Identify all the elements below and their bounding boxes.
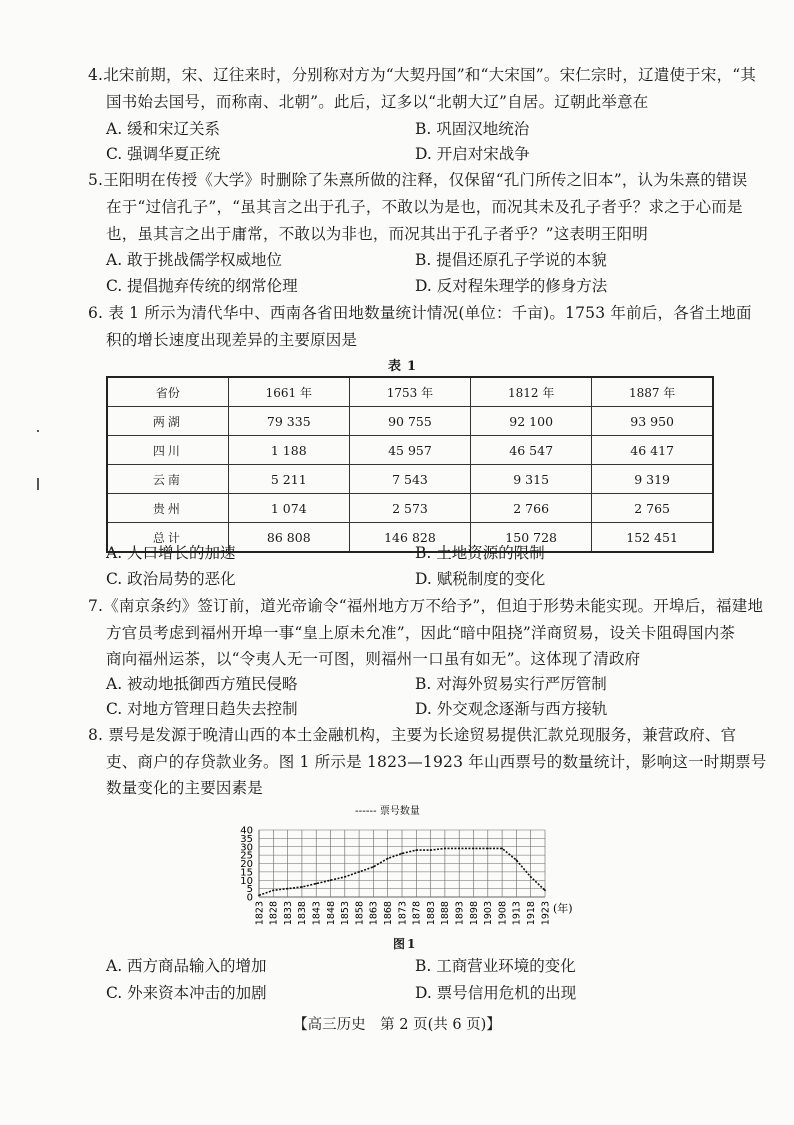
table-row bbox=[107, 494, 713, 523]
q8-option-a: A. 西方商品输入的增加 bbox=[106, 957, 267, 975]
q8-option-c: C. 外来资本冲击的加剧 bbox=[106, 984, 267, 1002]
table-cell: 总计 bbox=[107, 523, 228, 553]
y-tick-label: 5 bbox=[246, 884, 253, 896]
table-cell: 79 335 bbox=[228, 407, 349, 436]
x-tick-label: 1888 bbox=[440, 901, 452, 926]
x-tick-label: 1878 bbox=[411, 901, 423, 926]
q4-option-a: A. 缓和宋辽关系 bbox=[106, 120, 221, 138]
q6-option-d: D. 赋税制度的变化 bbox=[415, 570, 546, 588]
table-cell: 46 547 bbox=[471, 436, 592, 465]
q4-option-d: D. 开启对宋战争 bbox=[415, 145, 530, 163]
x-tick-label: 1893 bbox=[454, 901, 466, 926]
q4-stem-line: 4.北宋前期，宋、辽往来时，分别称对方为“大契丹国”和“大宋国”。宋仁宗时，辽遣使于宋，“其 bbox=[88, 66, 757, 84]
q5-stem-line: 也，虽其言之出于庸常，不敢以为非也，而况其出于孔子者乎？”这表明王阳明 bbox=[106, 225, 648, 243]
table-cell: 四川 bbox=[107, 436, 228, 465]
data-point bbox=[444, 848, 446, 850]
y-tick-label: 25 bbox=[240, 850, 253, 862]
q6-option-b: B. 土地资源的限制 bbox=[415, 544, 545, 562]
q6-option-c: C. 政治局势的恶化 bbox=[106, 570, 236, 588]
q5-option-a: A. 敢于挑战儒学权威地位 bbox=[106, 251, 283, 269]
q5-option-c: C. 提倡抛弃传统的纲常伦理 bbox=[106, 277, 298, 295]
table-cell: 9 315 bbox=[471, 465, 592, 494]
data-point bbox=[287, 888, 289, 890]
chart-x-unit: (年) bbox=[553, 902, 573, 915]
table-cell: 152 451 bbox=[592, 523, 713, 553]
q7-option-a: A. 被动地抵御西方殖民侵略 bbox=[106, 675, 298, 693]
table-cell: 46 417 bbox=[592, 436, 713, 465]
data-point bbox=[430, 849, 432, 851]
q5-option-b: B. 提倡还原孔子学说的本貌 bbox=[415, 251, 607, 269]
data-point bbox=[516, 859, 518, 861]
q5-stem-line: 在于“过信孔子”，“虽其言之出于孔子，不敢以为是也，而况其未及孔子者乎？求之于心而是 bbox=[106, 198, 743, 216]
table-cell: 2 765 bbox=[592, 494, 713, 523]
data-point bbox=[401, 853, 403, 855]
data-point bbox=[387, 858, 389, 860]
data-point bbox=[301, 886, 303, 888]
x-tick-label: 1833 bbox=[282, 901, 294, 926]
q5-option-d: D. 反对程朱理学的修身方法 bbox=[415, 277, 608, 295]
data-point bbox=[258, 894, 260, 896]
q8-stem-line: 吏、商户的存贷款业务。图 1 所示是 1823—1923 年山西票号的数量统计，影响这一时期票号 bbox=[106, 753, 767, 771]
q6-stem-line: 积的增长速度出现差异的主要原因是 bbox=[106, 331, 358, 349]
x-tick-label: 1868 bbox=[383, 901, 394, 926]
x-tick-label: 1918 bbox=[526, 901, 537, 926]
x-tick-label: 1828 bbox=[268, 901, 280, 926]
chart-y-ticks bbox=[240, 826, 253, 904]
table-cell: 两湖 bbox=[107, 407, 228, 436]
q4-option-c: C. 强调华夏正统 bbox=[106, 145, 221, 163]
x-tick-label: 1913 bbox=[511, 901, 523, 926]
page-footer: 【高三历史 第 2 页(共 6 页)】 bbox=[293, 1017, 501, 1033]
data-point bbox=[344, 876, 346, 878]
q7-option-b: B. 对海外贸易实行严厉管制 bbox=[415, 675, 607, 693]
table-cell: 7 543 bbox=[349, 465, 470, 494]
table-caption: 表1 bbox=[388, 359, 423, 374]
table-cell: 2 573 bbox=[349, 494, 470, 523]
data-point bbox=[358, 871, 360, 873]
q7-option-d: D. 外交观念逐渐与西方接轨 bbox=[415, 700, 608, 718]
data-point bbox=[487, 848, 489, 850]
table-header-cell: 1753 年 bbox=[349, 377, 470, 407]
table-cell: 86 808 bbox=[228, 523, 349, 553]
table-cell: 150 728 bbox=[471, 523, 592, 553]
chart-x-ticks bbox=[254, 901, 551, 925]
q4-option-b: B. 巩固汉地统治 bbox=[415, 120, 530, 138]
data-point bbox=[458, 848, 460, 850]
piaohao-count-chart bbox=[215, 800, 595, 950]
data-point bbox=[330, 879, 332, 881]
x-tick-label: 1858 bbox=[354, 901, 366, 926]
table-row bbox=[107, 436, 713, 465]
table-header-cell: 省份 bbox=[107, 377, 228, 407]
q8-option-b: B. 工商营业环境的变化 bbox=[415, 957, 576, 975]
table-cell: 1 188 bbox=[228, 436, 349, 465]
q7-stem-line: 商向福州运茶，以“令夷人无一可图，则福州一口虽有如无”。这体现了清政府 bbox=[106, 650, 641, 668]
table-cell: 92 100 bbox=[471, 407, 592, 436]
q5-stem-line: 5.王阳明在传授《大学》时删除了朱熹所做的注释，仅保留“孔门所传之旧本”，认为朱熹的错误 bbox=[88, 171, 748, 189]
table-cell: 45 957 bbox=[349, 436, 470, 465]
x-tick-label: 1838 bbox=[297, 901, 309, 926]
q4-stem-line: 国书始去国号，而称南、北朝”。此后，辽多以“北朝大辽”自居。辽朝此举意在 bbox=[106, 93, 649, 111]
q7-option-c: C. 对地方管理日趋失去控制 bbox=[106, 700, 298, 718]
y-tick-label: 10 bbox=[240, 875, 253, 887]
table-header-cell: 1812 年 bbox=[471, 377, 592, 407]
table-cell: 9 319 bbox=[592, 465, 713, 494]
data-point bbox=[373, 866, 375, 868]
table-row bbox=[107, 465, 713, 494]
q6-option-a: A. 人口增长的加速 bbox=[106, 544, 236, 562]
q7-stem-line: 方官员考虑到福州开埠一事“皇上原未允准”，因此“暗中阻挠”洋商贸易，设关卡阻碍国内茶 bbox=[106, 624, 736, 642]
y-tick-label: 30 bbox=[240, 842, 253, 854]
q7-stem-line: 7.《南京条约》签订前，道光帝谕令“福州地方万不给予”，但迫于形势未能实现。开埠后，福建地 bbox=[88, 597, 764, 615]
data-point bbox=[544, 889, 546, 891]
x-tick-label: 1843 bbox=[311, 901, 323, 926]
y-tick-label: 35 bbox=[240, 833, 253, 845]
x-tick-label: 1903 bbox=[483, 901, 495, 926]
q6-stem-line: 6. 表 1 所示为清代华中、西南各省田地数量统计情况(单位：千亩)。1753 年前后，各省土地面 bbox=[88, 304, 752, 322]
x-tick-label: 1863 bbox=[368, 901, 380, 926]
table-cell: 2 766 bbox=[471, 494, 592, 523]
data-point bbox=[315, 883, 317, 885]
table-cell: 5 211 bbox=[228, 465, 349, 494]
y-tick-label: 15 bbox=[240, 867, 253, 879]
data-point bbox=[473, 848, 475, 850]
table-header-cell: 1887 年 bbox=[592, 377, 713, 407]
chart-legend: ------ 票号数量 bbox=[355, 806, 420, 817]
table-cell: 1 074 bbox=[228, 494, 349, 523]
y-tick-label: 40 bbox=[240, 825, 253, 837]
x-tick-label: 1923 bbox=[540, 901, 552, 926]
data-point bbox=[272, 889, 274, 891]
x-tick-label: 1908 bbox=[497, 901, 509, 926]
table-header-row bbox=[107, 377, 713, 407]
table-cell: 贵州 bbox=[107, 494, 228, 523]
x-tick-label: 1898 bbox=[468, 901, 480, 926]
table-cell: 93 950 bbox=[592, 407, 713, 436]
data-point bbox=[501, 848, 503, 850]
data-point bbox=[415, 849, 417, 851]
x-tick-label: 1853 bbox=[340, 901, 352, 926]
x-tick-label: 1883 bbox=[425, 901, 437, 926]
x-tick-label: 1873 bbox=[397, 901, 409, 926]
x-tick-label: 1848 bbox=[325, 901, 337, 926]
y-tick-label: 20 bbox=[240, 859, 253, 870]
data-point bbox=[530, 876, 532, 878]
x-tick-label: 1823 bbox=[254, 901, 266, 926]
table-cell: 90 755 bbox=[349, 407, 470, 436]
q8-stem-line: 8. 票号是发源于晚清山西的本土金融机构，主要为长途贸易提供汇款兑现服务，兼营政府、官 bbox=[88, 726, 737, 744]
scan-speck bbox=[37, 478, 39, 490]
land-area-table bbox=[106, 376, 714, 553]
table-cell: 云南 bbox=[107, 465, 228, 494]
scan-speck bbox=[37, 430, 39, 432]
figure-caption: 图1 bbox=[393, 937, 418, 951]
table-cell: 146 828 bbox=[349, 523, 470, 553]
table-header-cell: 1661 年 bbox=[228, 377, 349, 407]
q8-option-d: D. 票号信用危机的出现 bbox=[415, 984, 577, 1002]
y-tick-label: 0 bbox=[246, 892, 253, 904]
table-row bbox=[107, 407, 713, 436]
q8-stem-line: 数量变化的主要因素是 bbox=[106, 779, 264, 797]
